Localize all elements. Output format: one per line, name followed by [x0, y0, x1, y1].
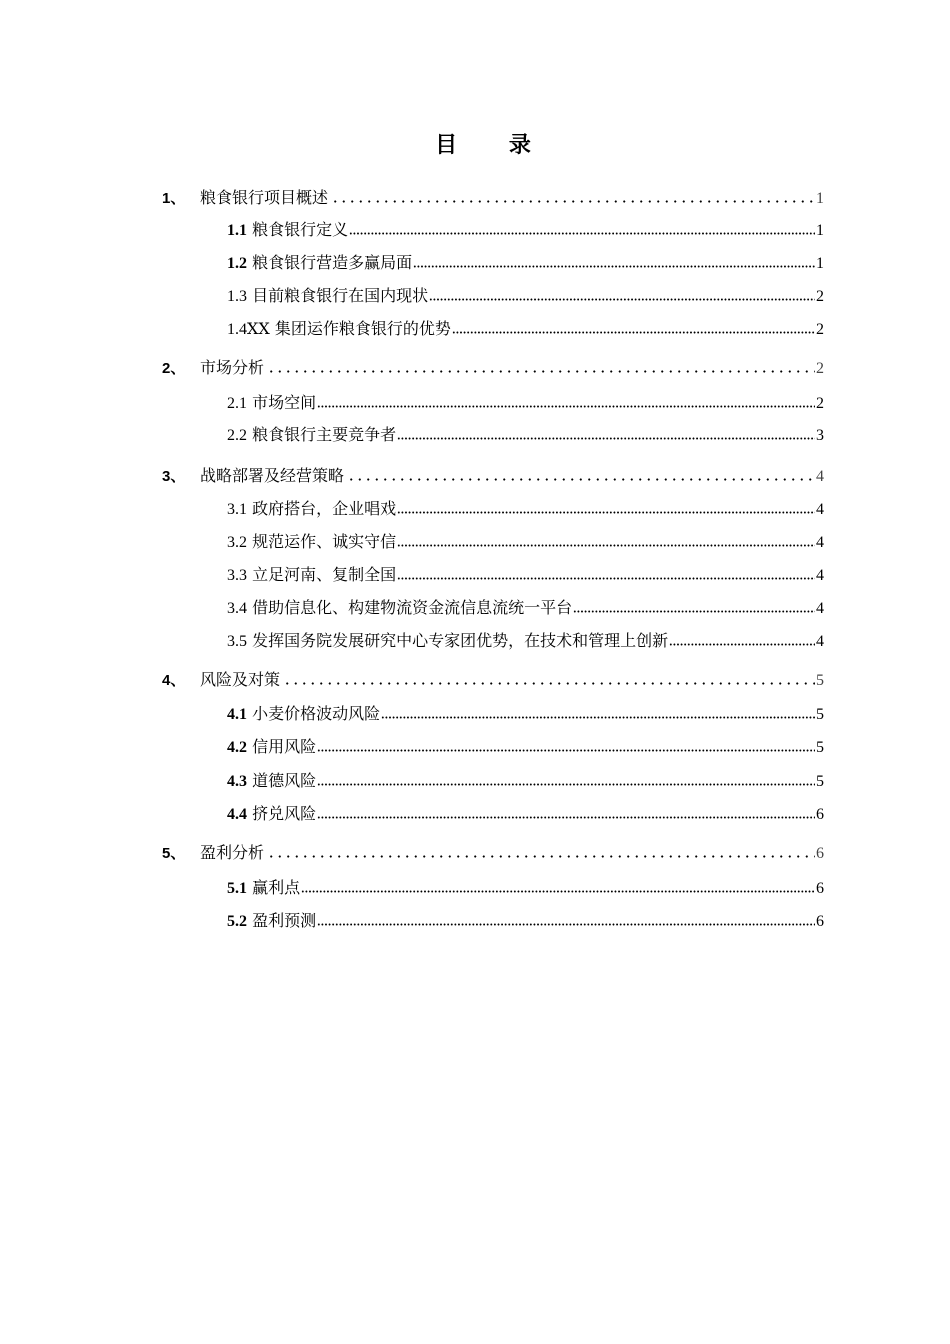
- toc-section-1[interactable]: [162, 183, 824, 213]
- toc-subsection-1-1[interactable]: [227, 215, 824, 245]
- toc-subsection-1-3[interactable]: [227, 281, 824, 311]
- toc-subsection-number: 3.5: [227, 633, 247, 650]
- toc-subsection-5-1[interactable]: [227, 873, 824, 903]
- toc-subsection-label: 道德风险: [247, 771, 317, 790]
- toc-section-2[interactable]: [162, 353, 824, 383]
- toc-subsection-label: 盈利预测: [247, 911, 317, 930]
- toc-subsection-number: 3.2: [227, 534, 247, 551]
- toc-dot-leader: [281, 671, 815, 685]
- toc-subsection-label: 政府搭台，企业唱戏: [247, 499, 397, 518]
- toc-page-number: 6: [816, 880, 824, 897]
- toc-subsection-number: 4.2: [227, 739, 247, 756]
- toc-subsection-number: 3.3: [227, 567, 247, 584]
- toc-dot-leader: [397, 426, 815, 440]
- toc-page-number: 3: [816, 427, 824, 444]
- toc-subsection-label: 粮食银行营造多赢局面: [247, 253, 413, 272]
- toc-page-number: 4: [816, 633, 824, 650]
- toc-dot-leader: [265, 844, 815, 858]
- toc-subsection-4-2[interactable]: [227, 732, 824, 762]
- toc-section-number: 5、: [162, 845, 186, 862]
- toc-dot-leader: [397, 500, 815, 514]
- toc-subsection-number: 3.4: [227, 600, 247, 617]
- toc-section-number: 3、: [162, 468, 186, 485]
- toc-page-number: 6: [816, 806, 824, 823]
- toc-section-label: 风险及对策: [200, 670, 281, 689]
- toc-subsection-label: 粮食银行定义: [247, 220, 349, 239]
- toc-dot-leader: [317, 394, 815, 408]
- toc-page-number: 1: [816, 190, 824, 207]
- toc-subsection-3-4[interactable]: [227, 593, 824, 623]
- toc-dot-leader: [669, 632, 815, 646]
- toc-subsection-label: 粮食银行主要竞争者: [247, 425, 397, 444]
- toc-subsection-label: 小麦价格波动风险: [247, 704, 381, 723]
- toc-subsection-label: 规范运作、诚实守信: [247, 532, 397, 551]
- toc-subsection-number: 3.1: [227, 501, 247, 518]
- toc-subsection-3-3[interactable]: [227, 560, 824, 590]
- toc-subsection-3-1[interactable]: [227, 494, 824, 524]
- toc-subsection-4-4[interactable]: [227, 799, 824, 829]
- toc-subsection-label: XX 集团运作粮食银行的优势: [247, 319, 451, 338]
- toc-page-number: 4: [816, 468, 824, 485]
- toc-page-number: 2: [816, 321, 824, 338]
- toc-section-number: 1、: [162, 190, 186, 207]
- toc-page-number: 6: [816, 845, 824, 862]
- toc-page-number: 2: [816, 395, 824, 412]
- toc-subsection-1-4[interactable]: [227, 314, 824, 344]
- toc-dot-leader: [452, 320, 815, 334]
- toc-subsection-number: 5.2: [227, 913, 247, 930]
- toc-subsection-label: 发挥国务院发展研究中心专家团优势，在技术和管理上创新: [247, 631, 669, 650]
- toc-dot-leader: [573, 599, 815, 613]
- toc-section-number: 4、: [162, 672, 186, 689]
- toc-subsection-3-5[interactable]: [227, 626, 824, 656]
- toc-subsection-label: 信用风险: [247, 737, 317, 756]
- toc-section-label: 盈利分析: [200, 843, 265, 862]
- toc-subsection-number: 5.1: [227, 880, 247, 897]
- toc-subsection-3-2[interactable]: [227, 527, 824, 557]
- toc-subsection-number: 4.3: [227, 773, 247, 790]
- toc-title: 目 录: [435, 132, 553, 158]
- toc-dot-leader: [317, 772, 815, 786]
- toc-page-number: 4: [816, 600, 824, 617]
- toc-subsection-number: 1.3: [227, 288, 247, 305]
- toc-subsection-number: 4.4: [227, 806, 247, 823]
- toc-page-number: 5: [816, 739, 824, 756]
- toc-subsection-label: 市场空间: [247, 393, 317, 412]
- toc-page-number: 5: [816, 773, 824, 790]
- toc-dot-leader: [345, 467, 815, 481]
- toc-dot-leader: [381, 705, 815, 719]
- toc-subsection-label: 借助信息化、构建物流资金流信息流统一平台: [247, 598, 573, 617]
- toc-dot-leader: [329, 189, 815, 203]
- toc-subsection-number: 2.2: [227, 427, 247, 444]
- toc-subsection-label: 挤兑风险: [247, 804, 317, 823]
- toc-subsection-label: 立足河南、复制全国: [247, 565, 397, 584]
- toc-subsection-1-2[interactable]: [227, 248, 824, 278]
- toc-dot-leader: [429, 287, 815, 301]
- toc-dot-leader: [317, 805, 815, 819]
- toc-subsection-number: 1.2: [227, 255, 247, 272]
- toc-subsection-number: 2.1: [227, 395, 247, 412]
- toc-dot-leader: [413, 254, 815, 268]
- toc-section-label: 战略部署及经营策略: [200, 466, 345, 485]
- toc-dot-leader: [397, 533, 815, 547]
- toc-page-number: 4: [816, 534, 824, 551]
- toc-section-4[interactable]: [162, 665, 824, 695]
- toc-subsection-number: 1.4: [227, 321, 247, 338]
- toc-dot-leader: [265, 359, 815, 373]
- toc-subsection-label: 目前粮食银行在国内现状: [247, 286, 429, 305]
- toc-subsection-2-1[interactable]: [227, 388, 824, 418]
- toc-subsection-4-1[interactable]: [227, 699, 824, 729]
- toc-dot-leader: [397, 566, 815, 580]
- toc-page-number: 6: [816, 913, 824, 930]
- toc-page-number: 5: [816, 706, 824, 723]
- toc-subsection-label: 赢利点: [247, 878, 301, 897]
- toc-section-label: 市场分析: [200, 358, 265, 377]
- toc-section-label: 粮食银行项目概述: [200, 188, 329, 207]
- toc-dot-leader: [301, 879, 815, 893]
- toc-page-number: 4: [816, 567, 824, 584]
- toc-page-number: 1: [816, 222, 824, 239]
- toc-subsection-4-3[interactable]: [227, 766, 824, 796]
- toc-page-number: 5: [816, 672, 824, 689]
- toc-subsection-number: 4.1: [227, 706, 247, 723]
- toc-subsection-2-2[interactable]: [227, 420, 824, 450]
- toc-page-number: 4: [816, 501, 824, 518]
- toc-subsection-5-2[interactable]: [227, 906, 824, 936]
- toc-dot-leader: [349, 221, 815, 235]
- toc-page-number: 2: [816, 360, 824, 377]
- toc-section-3[interactable]: [162, 461, 824, 491]
- toc-section-5[interactable]: [162, 838, 824, 868]
- toc-page-number: 2: [816, 288, 824, 305]
- toc-dot-leader: [317, 738, 815, 752]
- toc-subsection-number: 1.1: [227, 222, 247, 239]
- toc-dot-leader: [317, 912, 815, 926]
- toc-section-number: 2、: [162, 360, 186, 377]
- toc-page-number: 1: [816, 255, 824, 272]
